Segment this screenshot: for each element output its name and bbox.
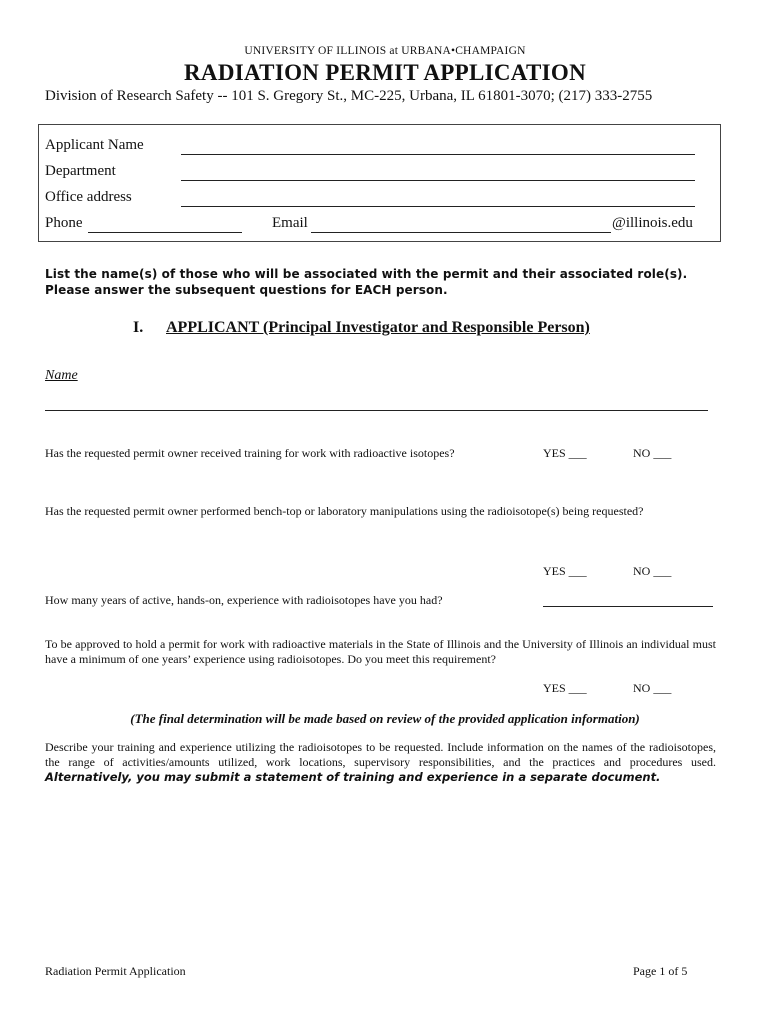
applicant-name-field[interactable] — [181, 154, 695, 155]
q4-yes-option[interactable]: YES ___ — [543, 681, 587, 695]
q1-no-option[interactable]: NO ___ — [633, 446, 672, 460]
university-header: UNIVERSITY OF ILLINOIS at URBANA•CHAMPAIGN — [244, 45, 526, 57]
section-number: I. — [133, 319, 144, 336]
department-field[interactable] — [181, 180, 695, 181]
question-training: Has the requested permit owner received training for work with radioactive isotopes? — [45, 446, 455, 460]
phone-field[interactable] — [88, 232, 242, 233]
describe-emphasis: Alternatively, you may submit a statement of training and experience in a separate document. — [45, 770, 661, 784]
office-address-label: Office address — [45, 189, 132, 205]
email-field[interactable] — [311, 232, 611, 233]
instructions-text: List the name(s) of those who will be associated with the permit and their associated role(s). Please answer the subsequent questions for EACH person. — [45, 267, 688, 297]
determination-note: (The final determination will be made based on review of the provided application information) — [130, 711, 640, 726]
footer-document-name: Radiation Permit Application — [45, 964, 186, 978]
phone-label: Phone — [45, 215, 83, 231]
q1-yes-option[interactable]: YES ___ — [543, 446, 587, 460]
email-label: Email — [272, 215, 308, 231]
office-address-field[interactable] — [181, 206, 695, 207]
email-domain-suffix: @illinois.edu — [612, 215, 693, 231]
describe-text: Describe your training and experience utilizing the radioisotopes to be requested. Include information on the names of the radioisotopes, the range of activities/amounts utilized, work locations, supervisory responsibilities, and the practices and procedures used. — [45, 740, 716, 769]
describe-training-paragraph — [45, 740, 716, 785]
question-years-experience: How many years of active, hands-on, experience with radioisotopes have you had? — [45, 593, 443, 607]
applicant-name-label: Applicant Name — [45, 137, 144, 153]
question-requirement: To be approved to hold a permit for work with radioactive materials in the State of Illinois and the University of Illinois an individual must have a minimum of one years’ experience using radioisotopes. Do you meet this requirement? — [45, 637, 716, 666]
question-benchtop: Has the requested permit owner performed bench-top or laboratory manipulations using the radioisotope(s) being requested? — [45, 504, 644, 518]
name-label: Name — [45, 368, 78, 383]
name-field[interactable] — [45, 410, 708, 411]
division-address: Division of Research Safety -- 101 S. Gregory St., MC-225, Urbana, IL 61801-3070; (217) 333-2755 — [45, 88, 653, 104]
department-label: Department — [45, 163, 116, 179]
q4-no-option[interactable]: NO ___ — [633, 681, 672, 695]
section-title: APPLICANT (Principal Investigator and Responsible Person) — [166, 319, 590, 336]
footer-page-number: Page 1 of 5 — [633, 964, 688, 978]
years-experience-field[interactable] — [543, 606, 713, 607]
form-title: RADIATION PERMIT APPLICATION — [184, 60, 586, 85]
q2-no-option[interactable]: NO ___ — [633, 564, 672, 578]
q2-yes-option[interactable]: YES ___ — [543, 564, 587, 578]
